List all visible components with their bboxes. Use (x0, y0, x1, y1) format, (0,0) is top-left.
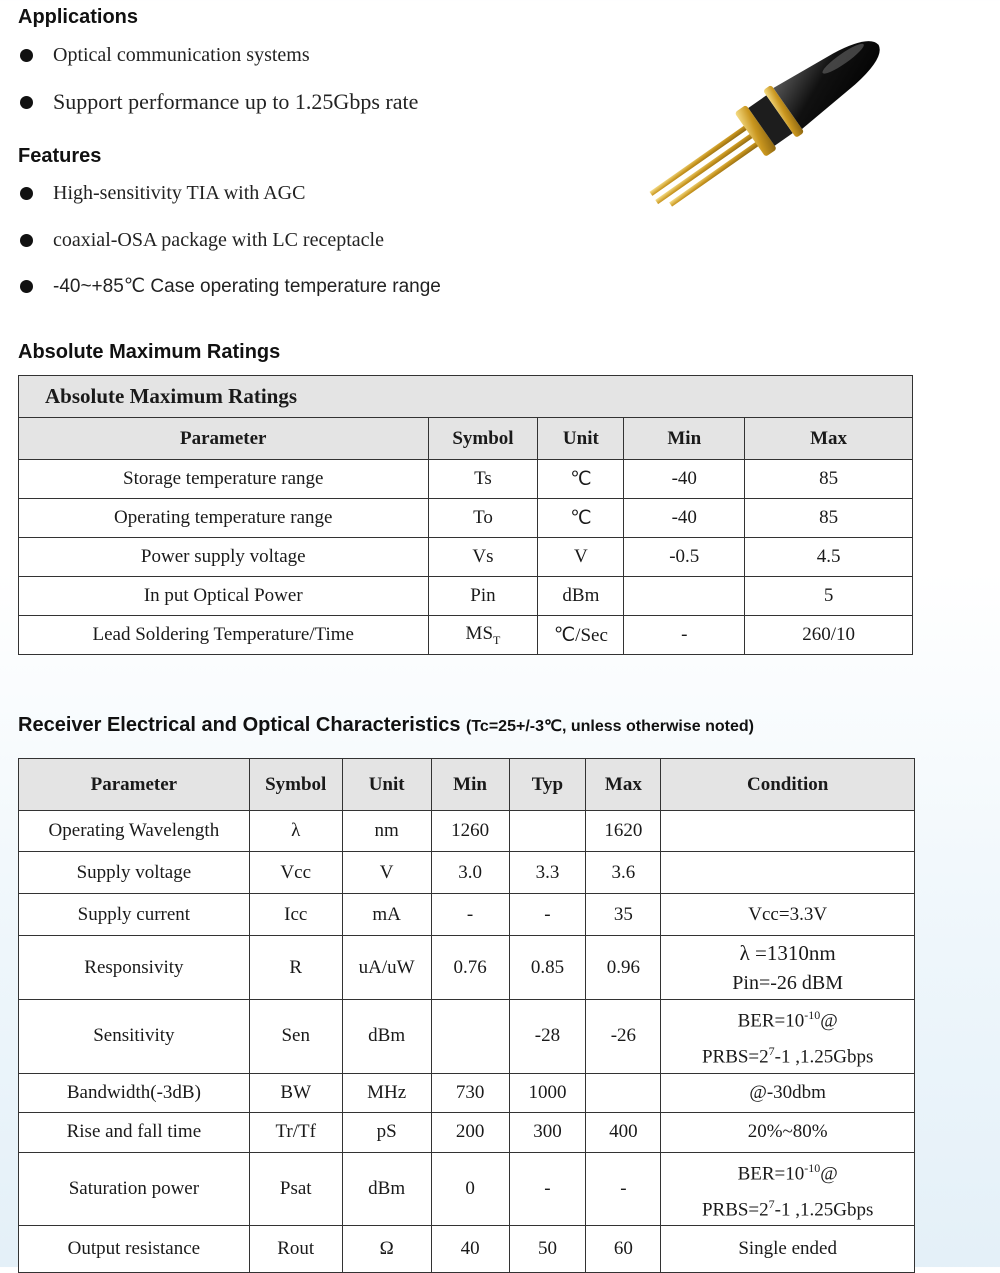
cell-typ: 300 (509, 1112, 586, 1152)
cell-unit: V (342, 852, 431, 894)
col-header-symbol: Symbol (428, 418, 538, 460)
cell-min: 200 (431, 1112, 509, 1152)
cell-parameter: Supply current (19, 894, 250, 936)
cell-parameter: In put Optical Power (19, 577, 429, 616)
cell-max: 0.96 (586, 936, 661, 1000)
cell-min: 3.0 (431, 852, 509, 894)
cell-condition: Single ended (661, 1226, 915, 1273)
cell-symbol: Sen (249, 1000, 342, 1074)
cell-symbol: Vcc (249, 852, 342, 894)
bullet-icon (20, 49, 33, 62)
cell-symbol: To (428, 499, 538, 538)
cell-parameter: Storage temperature range (19, 460, 429, 499)
cell-parameter: Lead Soldering Temperature/Time (19, 616, 429, 655)
abs-max-section-title: Absolute Maximum Ratings (18, 341, 281, 363)
col-header-parameter: Parameter (19, 418, 429, 460)
cell-symbol: Tr/Tf (249, 1112, 342, 1152)
feature-text: High-sensitivity TIA with AGC (53, 182, 306, 204)
cell-typ: - (509, 1152, 586, 1226)
condition-line: λ =1310nm (739, 940, 836, 965)
table-row (19, 936, 915, 1000)
condition-line: Pin=-26 dBM (732, 971, 844, 994)
table-row (19, 1073, 915, 1112)
cell-typ: - (509, 894, 586, 936)
cell-condition (661, 811, 915, 852)
cell-symbol: Pin (428, 577, 538, 616)
col-header-min: Min (431, 759, 509, 811)
cell-min: 40 (431, 1226, 509, 1273)
cell-max: -26 (586, 1000, 661, 1074)
receiver-section-heading (18, 714, 754, 737)
cell-unit: Ω (342, 1226, 431, 1273)
cell-unit: mA (342, 894, 431, 936)
cell-symbol: Psat (249, 1152, 342, 1226)
photodiode-product-image (610, 18, 910, 228)
cell-min (624, 577, 745, 616)
cell-symbol: λ (249, 811, 342, 852)
cell-symbol: Rout (249, 1226, 342, 1273)
symbol-main: MS (465, 622, 494, 644)
prbs-text: PRBS=2 (701, 1199, 769, 1221)
abs-max-table-caption: Absolute Maximum Ratings (19, 376, 913, 418)
ber-suffix: @ (820, 1162, 838, 1184)
cell-condition: @-30dbm (661, 1073, 915, 1112)
ber-suffix: @ (820, 1010, 838, 1032)
ber-exponent: -10 (804, 1008, 821, 1022)
prbs-suffix: -1 ,1.25Gbps (774, 1199, 874, 1221)
cell-symbol: BW (249, 1073, 342, 1112)
receiver-section-note: (Tc=25+/-3℃, unless otherwise noted) (466, 718, 754, 735)
feature-item (20, 275, 441, 298)
cell-unit: nm (342, 811, 431, 852)
cell-condition: 20%~80% (661, 1112, 915, 1152)
cell-symbol: R (249, 936, 342, 1000)
cell-parameter: Output resistance (19, 1226, 250, 1273)
condition-line (661, 1153, 914, 1189)
application-text: Support performance up to 1.25Gbps rate (53, 89, 419, 114)
cell-unit: dBm (538, 577, 624, 616)
cell-min: -40 (624, 499, 745, 538)
cell-min: -40 (624, 460, 745, 499)
condition-line (661, 1000, 914, 1036)
prbs-suffix: -1 ,1.25Gbps (774, 1046, 874, 1068)
cell-max: 3.6 (586, 852, 661, 894)
receiver-table (18, 758, 915, 1273)
col-header-typ: Typ (509, 759, 586, 811)
cell-min: - (431, 894, 509, 936)
cell-symbol: Ts (428, 460, 538, 499)
cell-max: 85 (745, 460, 913, 499)
table-row (19, 460, 913, 499)
cell-min: 0.76 (431, 936, 509, 1000)
cell-unit: dBm (342, 1000, 431, 1074)
table-row (19, 1152, 915, 1226)
cell-min (431, 1000, 509, 1074)
cell-max: 1620 (586, 811, 661, 852)
col-header-max: Max (745, 418, 913, 460)
application-text: Optical communication systems (53, 44, 310, 66)
cell-parameter: Operating temperature range (19, 499, 429, 538)
cell-min: 1260 (431, 811, 509, 852)
cell-unit: V (538, 538, 624, 577)
cell-typ (509, 811, 586, 852)
feature-item (20, 229, 384, 252)
feature-item (20, 182, 305, 205)
bullet-icon (20, 280, 33, 293)
cell-unit: ℃ (538, 499, 624, 538)
cell-parameter: Power supply voltage (19, 538, 429, 577)
col-header-unit: Unit (538, 418, 624, 460)
cell-symbol: Icc (249, 894, 342, 936)
cell-max: 400 (586, 1112, 661, 1152)
prbs-text: PRBS=2 (701, 1046, 769, 1068)
cell-typ: -28 (509, 1000, 586, 1074)
cell-typ: 0.85 (509, 936, 586, 1000)
cell-parameter: Operating Wavelength (19, 811, 250, 852)
cell-unit: ℃ (538, 460, 624, 499)
feature-text: coaxial-OSA package with LC receptacle (53, 229, 384, 251)
cell-unit: uA/uW (342, 936, 431, 1000)
cell-typ: 1000 (509, 1073, 586, 1112)
bullet-icon (20, 187, 33, 200)
cell-condition (661, 1152, 915, 1226)
bullet-icon (20, 234, 33, 247)
col-header-condition: Condition (661, 759, 915, 811)
cell-min: 730 (431, 1073, 509, 1112)
cell-min: -0.5 (624, 538, 745, 577)
cell-max: 85 (745, 499, 913, 538)
cell-max: 260/10 (745, 616, 913, 655)
col-header-min: Min (624, 418, 745, 460)
cell-condition (661, 852, 915, 894)
application-item (20, 89, 418, 115)
table-row (19, 1000, 915, 1074)
cell-parameter: Responsivity (19, 936, 250, 1000)
cell-max: 5 (745, 577, 913, 616)
bullet-icon (20, 96, 33, 109)
table-row (19, 894, 915, 936)
cell-typ: 3.3 (509, 852, 586, 894)
abs-max-table (18, 375, 913, 655)
ber-text: BER=10 (737, 1162, 805, 1184)
table-row (19, 538, 913, 577)
cell-symbol: Vs (428, 538, 538, 577)
table-row (19, 616, 913, 655)
cell-condition (661, 936, 915, 1000)
condition-line (661, 1189, 914, 1225)
prbs-exponent: 7 (768, 1196, 775, 1211)
cell-unit: dBm (342, 1152, 431, 1226)
table-row (19, 577, 913, 616)
col-header-max: Max (586, 759, 661, 811)
condition-line (661, 1036, 914, 1072)
col-header-unit: Unit (342, 759, 431, 811)
table-header-row (19, 759, 915, 811)
cell-min: - (624, 616, 745, 655)
cell-condition (661, 1000, 915, 1074)
symbol-subscript: T (493, 632, 501, 647)
cell-unit: MHz (342, 1073, 431, 1112)
prbs-exponent: 7 (768, 1044, 775, 1059)
cell-parameter: Sensitivity (19, 1000, 250, 1074)
cell-symbol (428, 616, 538, 655)
cell-min: 0 (431, 1152, 509, 1226)
cell-parameter: Bandwidth(-3dB) (19, 1073, 250, 1112)
cell-max: 35 (586, 894, 661, 936)
ber-text: BER=10 (737, 1010, 805, 1032)
ber-exponent: -10 (804, 1160, 821, 1175)
table-row (19, 499, 913, 538)
cell-parameter: Saturation power (19, 1152, 250, 1226)
applications-title: Applications (18, 6, 139, 28)
receiver-section-title: Receiver Electrical and Optical Characteristics (18, 714, 461, 736)
table-row (19, 852, 915, 894)
col-header-parameter: Parameter (19, 759, 250, 811)
table-row (19, 1112, 915, 1152)
cell-typ: 50 (509, 1226, 586, 1273)
table-header-row (19, 418, 913, 460)
table-row (19, 1226, 915, 1273)
cell-max: 60 (586, 1226, 661, 1273)
feature-text: -40~+85℃ Case operating temperature range (53, 276, 441, 297)
cell-max: 4.5 (745, 538, 913, 577)
cell-unit: ℃/Sec (538, 616, 624, 655)
cell-parameter: Rise and fall time (19, 1112, 250, 1152)
cell-parameter: Supply voltage (19, 852, 250, 894)
col-header-symbol: Symbol (249, 759, 342, 811)
cell-unit: pS (342, 1112, 431, 1152)
features-title: Features (18, 145, 102, 167)
application-item (20, 44, 310, 67)
cell-condition: Vcc=3.3V (661, 894, 915, 936)
cell-max: - (586, 1152, 661, 1226)
cell-max (586, 1073, 661, 1112)
table-caption-row (19, 376, 913, 418)
table-row (19, 811, 915, 852)
